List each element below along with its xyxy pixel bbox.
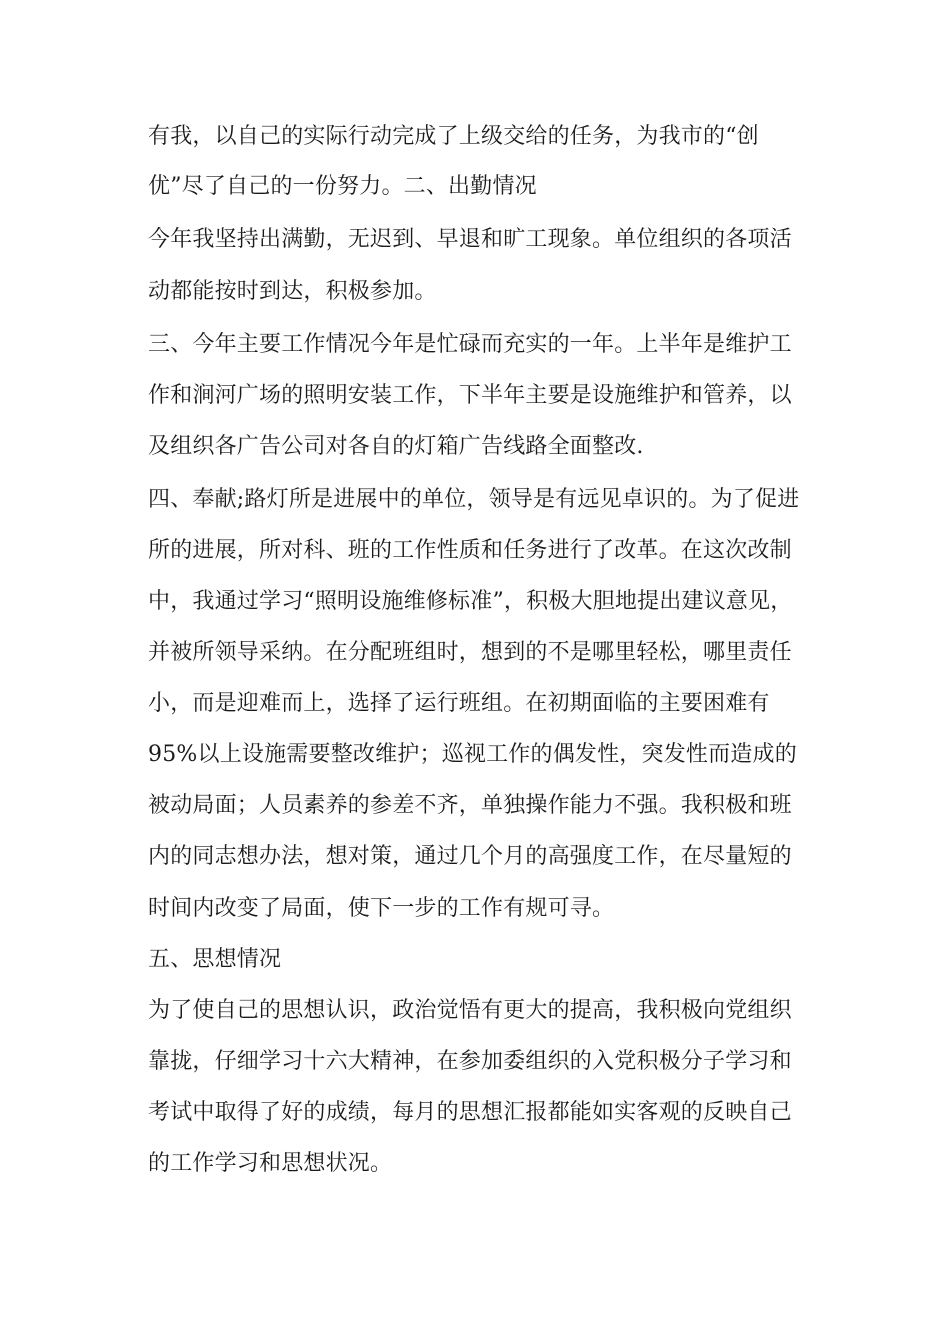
text-line: 动都能按时到达，积极参加。: [148, 279, 437, 304]
text-line: 时间内改变了局面，使下一步的工作有规可寻。: [148, 896, 615, 921]
text-line: 的工作学习和思想状况。: [148, 1151, 393, 1176]
text-line: 中，我通过学习“照明设施维修标准”，积极大胆地提出建议意见，: [148, 589, 793, 614]
text-line: 并被所领导采纳。在分配班组时，想到的不是哪里轻松，哪里责任: [148, 640, 792, 665]
text-line: 被动局面；人员素养的参差不齐，单独操作能力不强。我积极和班: [148, 793, 792, 818]
text-line: 优”尽了自己的一份努力。二、出勤情况: [148, 174, 537, 199]
text-line: 三、今年主要工作情况今年是忙碌而充实的一年。上半年是维护工: [148, 332, 792, 357]
text-line: 今年我坚持出满勤，无迟到、早退和旷工现象。单位组织的各项活: [148, 227, 792, 252]
text-line: 考试中取得了好的成绩，每月的思想汇报都能如实客观的反映自己: [148, 1100, 792, 1125]
text-line: 为了使自己的思想认识，政治觉悟有更大的提高，我积极向党组织: [148, 998, 792, 1023]
text-line: 靠拢，仔细学习十六大精神，在参加委组织的入党积极分子学习和: [148, 1049, 792, 1074]
text-line: 内的同志想办法，想对策，通过几个月的高强度工作，在尽量短的: [148, 844, 792, 869]
section-heading: 五、思想情况: [148, 947, 282, 972]
text-line: 及组织各广告公司对各自的灯箱广告线路全面整改.: [148, 434, 644, 459]
text-line: 小，而是迎难而上，选择了运行班组。在初期面临的主要困难有: [148, 691, 770, 716]
text-line: 95%以上设施需要整改维护；巡视工作的偶发性，突发性而造成的: [148, 742, 797, 767]
text-line: 有我，以自己的实际行动完成了上级交给的任务，为我市的“创: [148, 124, 759, 149]
text-line: 所的进展，所对科、班的工作性质和任务进行了改革。在这次改制: [148, 538, 792, 563]
text-line: 作和涧河广场的照明安装工作，下半年主要是设施维护和管养，以: [148, 383, 792, 408]
text-line: 四、奉献;路灯所是进展中的单位，领导是有远见卓识的。为了促进: [148, 487, 800, 512]
